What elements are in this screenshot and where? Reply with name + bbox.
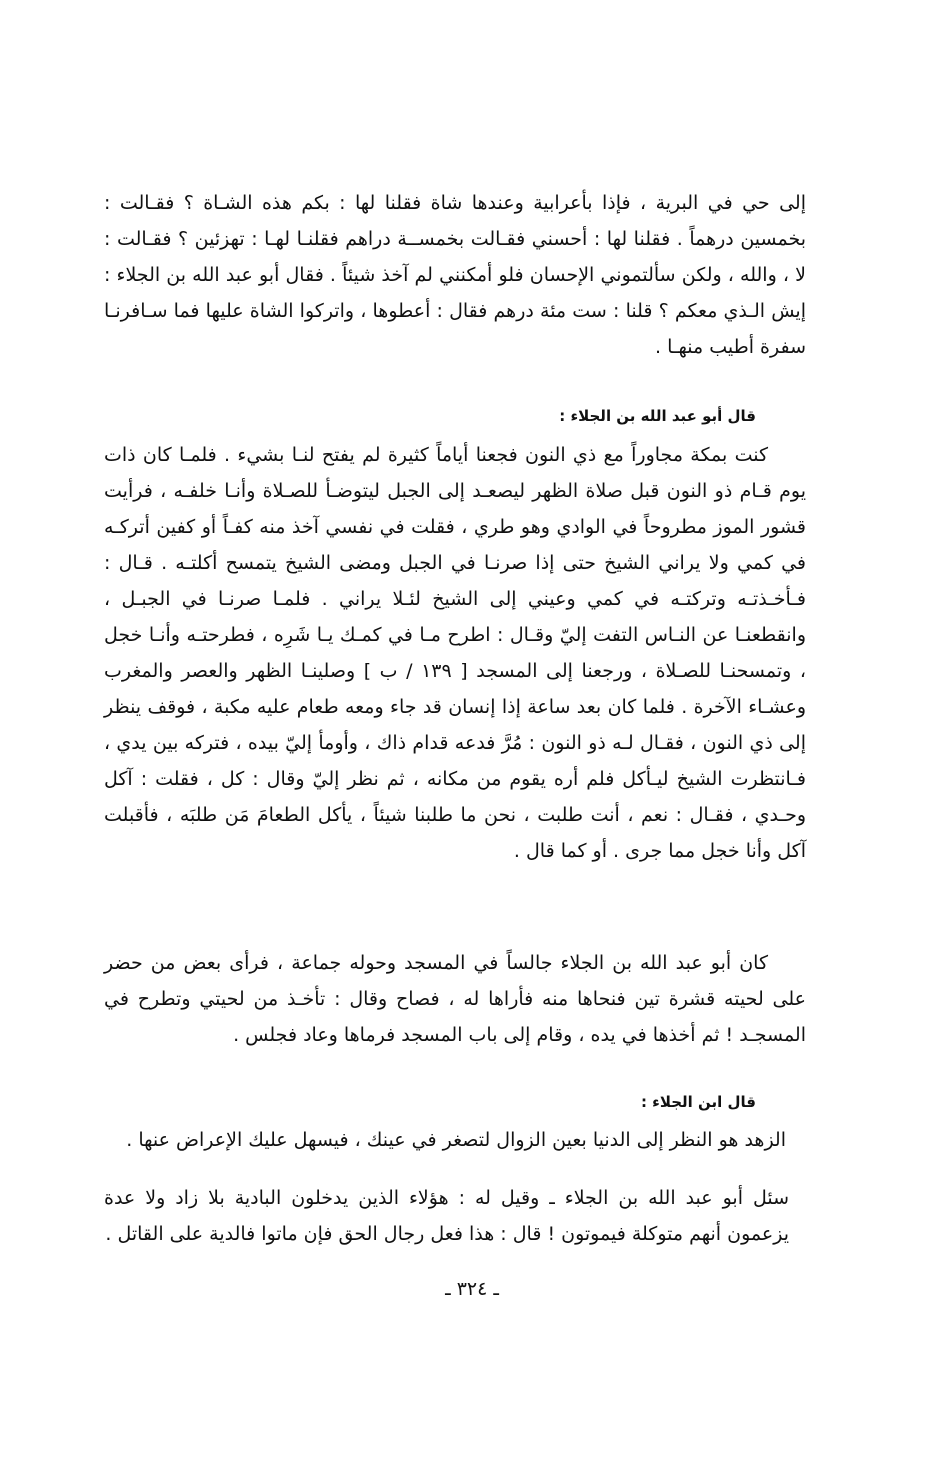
paragraph-fig-peel: كان أبو عبد الله بن الجلاء جالساً في المسجد وحوله جماعة ، فرأى بعض من حضر على لحيته قشرة تين فنحاها منه فأراها له ، فصاح وقال : تأخـذ من لحيتي وتطرح في المسجـد ! ثم أخذها في يده ، وقام إلى باب المسجد فرماها وعاد فجلس . [104,952,806,1046]
paragraph-dhul-nun-story: كنت بمكة مجاوراً مع ذي النون فجعنا أياماً كثيرة لم يفتح لنـا بشيء . فلمـا كان ذات يوم قـام ذو النون قبل صلاة الظهر ليصعـد إلى الجبل ليتوضـأ للصـلاة وأنـا خلفـه ، فرأيت قشور الموز مطروحاً في الوادي وهو طري ، فقلت في نفسي آخذ منه كفـاً أو كفين أتركـه في كمي ولا يراني الشيخ حتى إذا صرنـا في الجبل ومضى الشيخ يتمسح أكلتـه . قـال : فـأخـذتـه وتركتـه في كمي وعيني إلى الشيخ لئـلا يراني . فلمـا صرنـا في الجبـل ، وانقطعنـا عن النـاس التفت إليّ وقـال : اطرح مـا في كمـك يـا شَرِه ، فطرحتـه وأنـا خجل ، وتمسحنـا للصـلاة ، ورجعنا إلى المسجد [ ١٣٩ / ب ] وصلينـا الظهر والعصر والمغرب وعشـاء الآخرة . فلما كان بعد ساعة إذا إنسان قد جاء ومعه طعام عليه مكبة ، فوقف ينظر إلى ذي النون ، فقـال لـه ذو النون : مُرَّ فدعه قدام ذاك ، وأومأ إليّ بيده ، فتركه بين يدي ، فـانتظرت الشيخ ليـأكل فلم أره يقوم من مكانه ، ثم نظر إليّ وقال : كل ، فقلت : آكل وحـدي ، فقـال : نعم ، أنت طلبت ، نحن ما طلبنا شيئاً ، يأكل الطعامَ مَن طلبَه ، فأقبلت آكل وأنا خجل مما جرى . أو كما قال . [104,444,806,862]
paragraph-story-arabia: إلى حي في البرية ، فإذا بأعرابية وعندها شاة فقلنا لها : بكم هذه الشـاة ؟ فقـالت : بخمسين درهماً . فقلنا لها : أحسني فقـالت بخمســة دراهم فقلنـا لهـا : تهزئين ؟ فقـالت : لا ، والله ، ولكن سألتموني الإحسان فلو أمكنني لم آخذ شيئاً . فقال أبو عبد الله بن الجلاء : إيش الـذي معكم ؟ قلنا : ست مئة درهم فقال : أعطوها ، واتركوا الشاة عليها فما سـافرنـا سفرة أطيب منهـا . [104,192,806,358]
section-heading-1: قال أبو عبد الله بن الجلاء : [559,407,756,425]
paragraph-zuhd-definition: الزهد هو النظر إلى الدنيا بعين الزوال لتصغر في عينك ، فيسهل عليك الإعراض عنها . [126,1129,786,1151]
paragraph-tawakkul-question: سئل أبو عبد الله بن الجلاء ـ وقيل له : هؤلاء الذين يدخلون البادية بلا زاد ولا عدة يزعمون أنهم متوكلة فيموتون ! قال : هذا فعل رجال الحق فإن ماتوا فالدية على القاتل . [104,1187,789,1245]
page-number: ـ ٣٢٤ ـ [445,1278,499,1300]
section-heading-2: قال ابن الجلاء : [640,1093,756,1111]
